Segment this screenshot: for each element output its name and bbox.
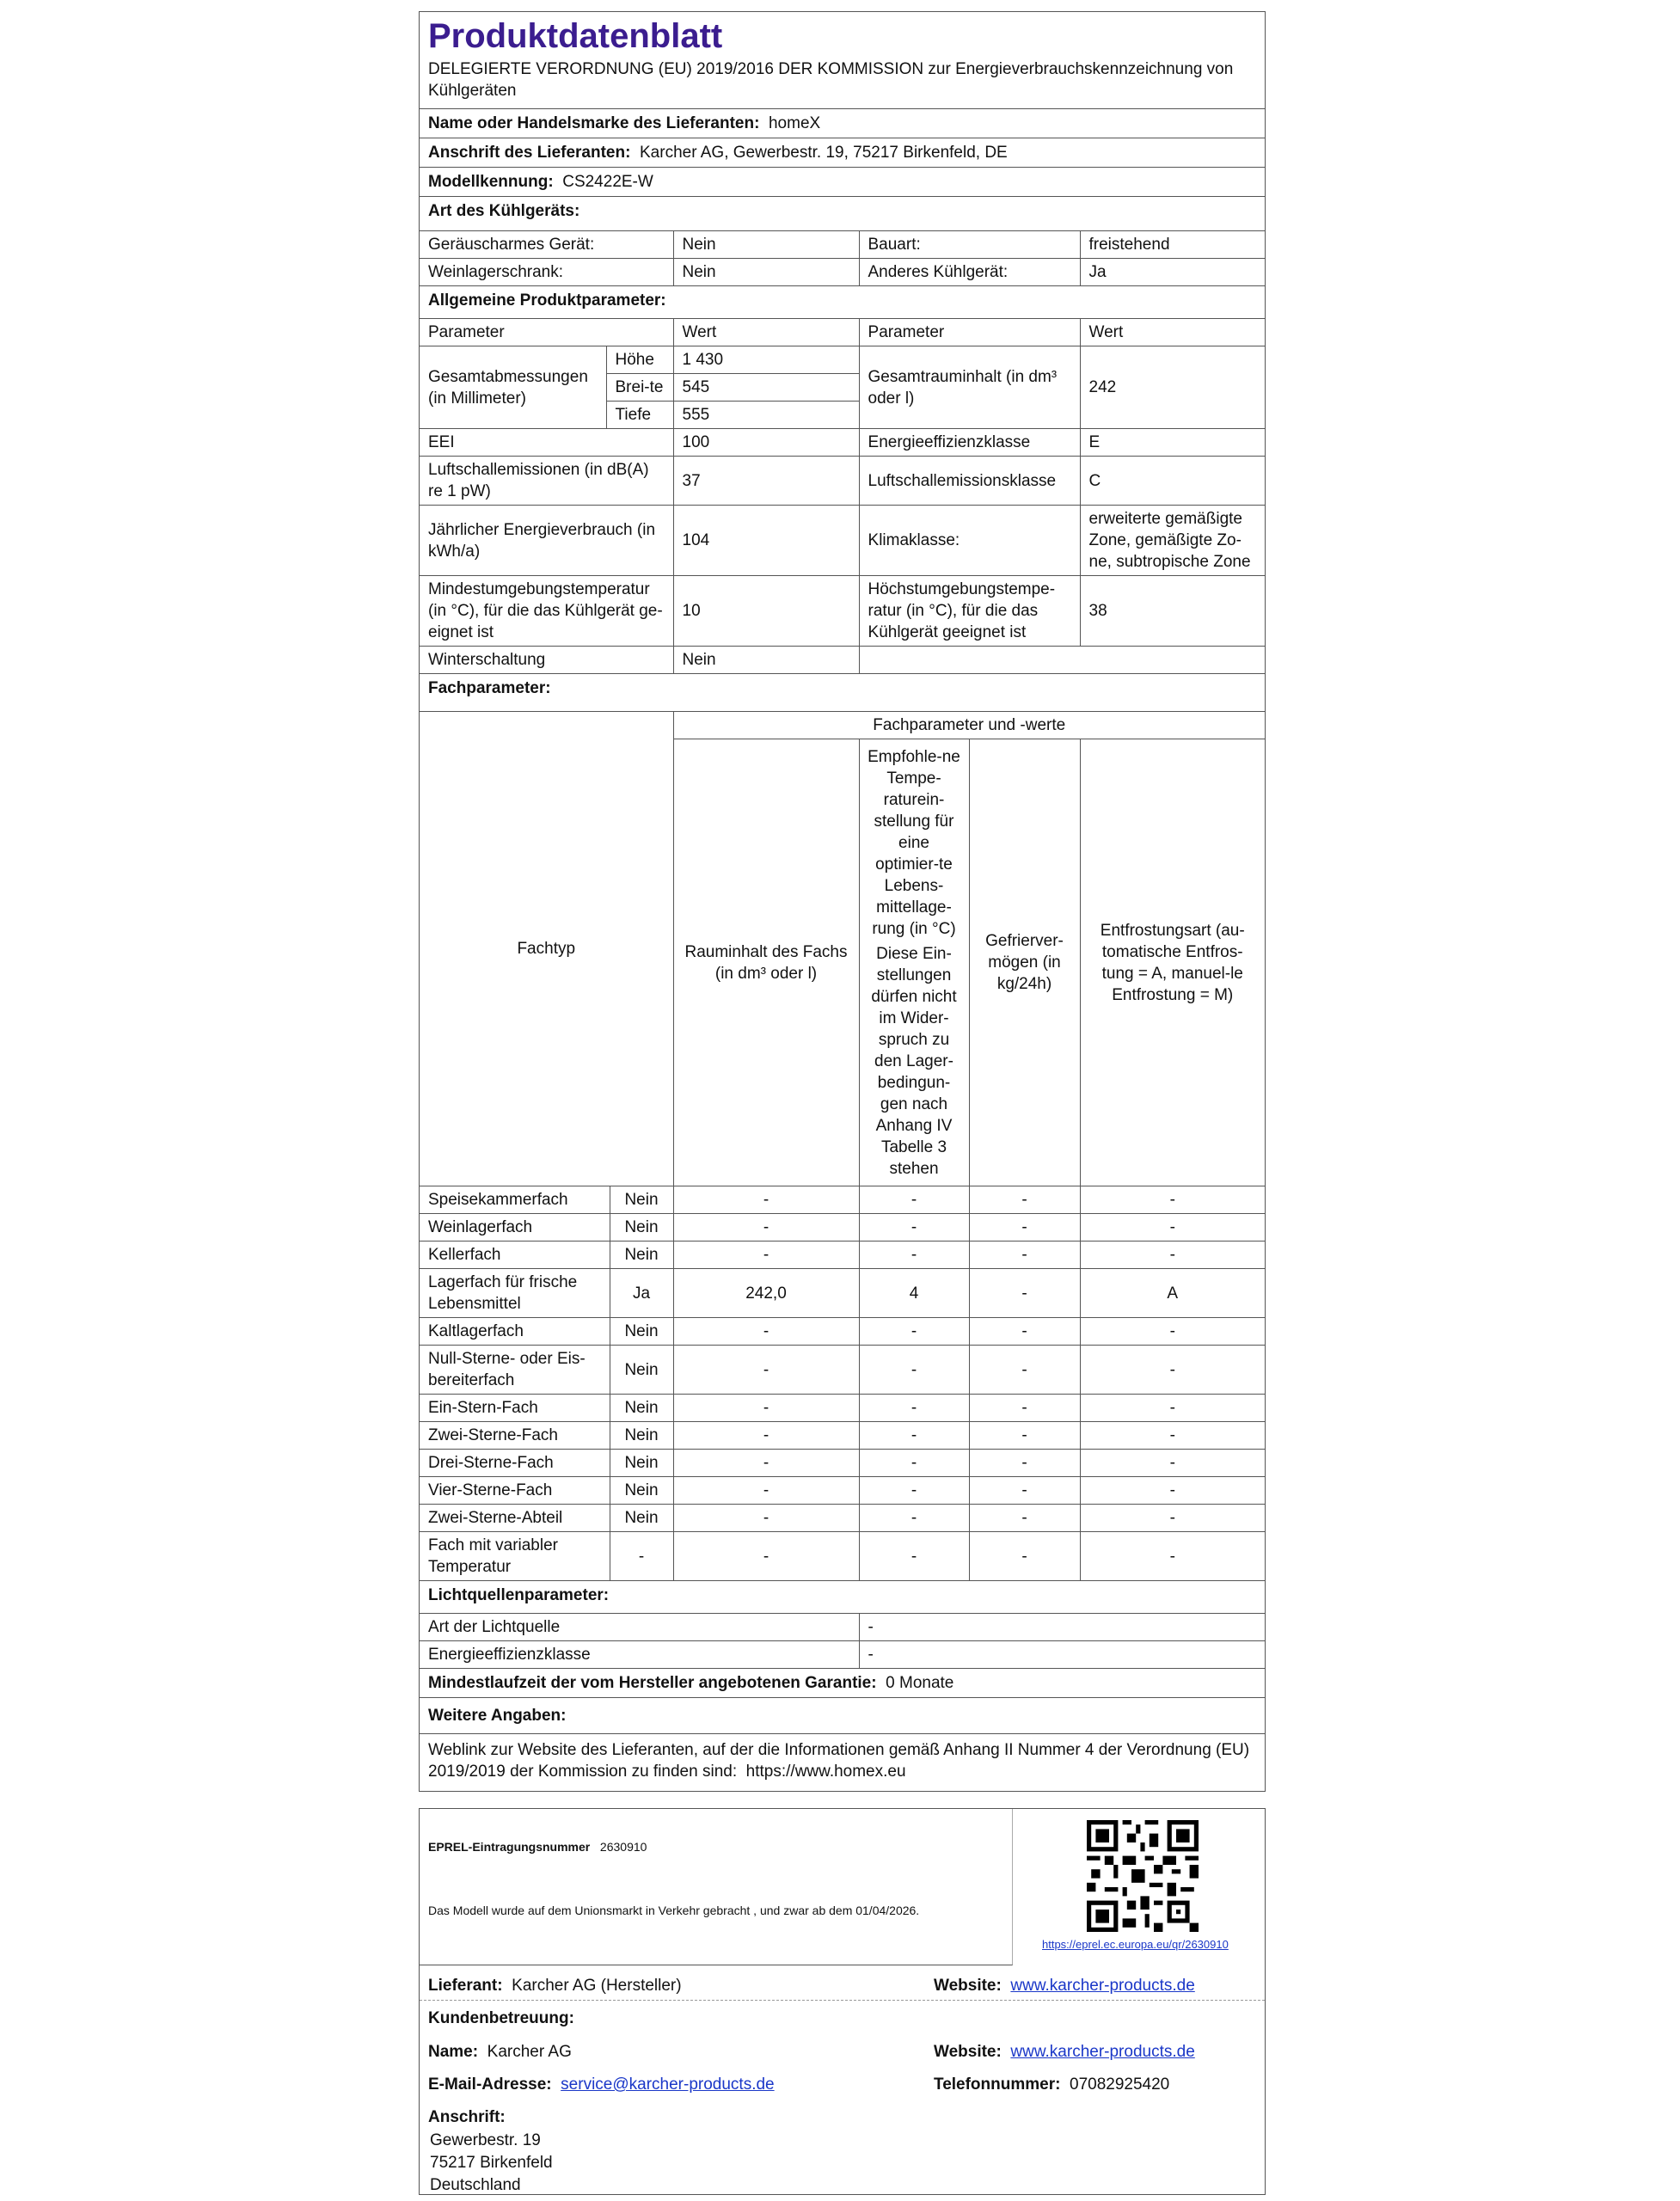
service-phone — [934, 2075, 1169, 2094]
footer-website-label: Website: — [934, 1977, 1002, 1995]
compartment-freeze: - — [969, 1532, 1080, 1581]
service-website-link[interactable]: www.karcher-products.de — [1010, 2043, 1195, 2061]
compartment-present: Nein — [610, 1242, 673, 1269]
winter-label: Winterschaltung — [420, 647, 673, 674]
compartment-present: Nein — [610, 1477, 673, 1505]
eprel-label: EPREL-Eintragungsnummer — [428, 1840, 591, 1854]
compartment-name: Vier-Sterne-Fach — [420, 1477, 610, 1505]
warranty-row — [420, 1669, 1265, 1697]
compartment-present: Nein — [610, 1450, 673, 1477]
type-label-1: Geräuscharmes Gerät: — [420, 231, 673, 259]
param-label: Klimaklasse: — [859, 506, 1080, 576]
light-params-heading-text: Lichtquellenparameter: — [428, 1586, 610, 1604]
general-params-heading — [420, 286, 1265, 315]
col-volume-header: Rauminhalt des Fachs (in dm³ oder l) — [673, 739, 859, 1186]
param-label: Luftschallemissionen (in dB(A) re 1 pW) — [420, 457, 673, 506]
model-label: Modellkennung: — [428, 173, 554, 191]
compartment-present: Nein — [610, 1214, 673, 1242]
compartment-name: Fach mit variabler Temperatur — [420, 1532, 610, 1581]
compartment-freeze: - — [969, 1214, 1080, 1242]
compartment-temp: - — [859, 1450, 969, 1477]
dim-depth-value: 555 — [673, 402, 859, 429]
table-row — [420, 346, 1265, 374]
compartment-freeze: - — [969, 1450, 1080, 1477]
param-label: Jährlicher Energieverbrauch (in kWh/a) — [420, 506, 673, 576]
compartment-temp: - — [859, 1214, 969, 1242]
compartment-temp: - — [859, 1186, 969, 1214]
param-value: 100 — [673, 429, 859, 457]
additional-heading-text: Weitere Angaben: — [428, 1707, 567, 1725]
param-value: erweiterte gemäßigte Zone, gemäßigte Zo-ne, subtropische Zone — [1080, 506, 1265, 576]
general-params-heading-text: Allgemeine Produktparameter: — [428, 291, 666, 310]
eprel-number — [428, 1840, 647, 1854]
dim-height-value: 1 430 — [673, 346, 859, 374]
table-row — [420, 1450, 1265, 1477]
light-value: - — [859, 1614, 1265, 1641]
service-address-label: Anschrift: — [428, 2108, 506, 2126]
compartment-freeze: - — [969, 1346, 1080, 1395]
compartment-temp: - — [859, 1395, 969, 1422]
col-param-header: Parameter — [420, 319, 673, 346]
light-table — [420, 1613, 1265, 1669]
table-row — [420, 1641, 1265, 1669]
table-row — [420, 259, 1265, 286]
dim-width-label: Brei-te — [606, 374, 673, 402]
appliance-type-table — [420, 230, 1265, 286]
footer-supplier-label: Lieferant: — [428, 1977, 503, 1995]
col-temp-header — [859, 739, 969, 1186]
address-line: Gewerbestr. 19 — [430, 2131, 541, 2149]
appliance-type-heading — [420, 196, 1265, 225]
table-header-row — [420, 319, 1265, 346]
compartment-volume: - — [673, 1242, 859, 1269]
param-value: E — [1080, 429, 1265, 457]
service-phone-label: Telefonnummer: — [934, 2075, 1061, 2094]
compartment-temp: - — [859, 1422, 969, 1450]
type-label-1: Weinlagerschrank: — [420, 259, 673, 286]
compartment-freeze: - — [969, 1318, 1080, 1346]
volume-value: 242 — [1080, 346, 1265, 429]
compartment-freeze: - — [969, 1505, 1080, 1532]
type-value-2: freistehend — [1080, 231, 1265, 259]
compartment-freeze: - — [969, 1186, 1080, 1214]
compartment-present: Nein — [610, 1186, 673, 1214]
type-value-1: Nein — [673, 259, 859, 286]
dim-height-label: Höhe — [606, 346, 673, 374]
compartment-rows — [420, 1186, 1265, 1581]
compartment-temp: - — [859, 1505, 969, 1532]
compartment-table — [420, 711, 1265, 1581]
service-website-label: Website: — [934, 2043, 1002, 2061]
regulation-subtitle: DELEGIERTE VERORDNUNG (EU) 2019/2016 DER KOMMISSION zur Energieverbrauchskennzeichnung von Kühlgeräten — [428, 60, 1234, 100]
compartment-defrost: - — [1080, 1422, 1265, 1450]
compartment-defrost: - — [1080, 1477, 1265, 1505]
service-address — [430, 2130, 553, 2197]
compartment-volume: - — [673, 1477, 859, 1505]
param-value: C — [1080, 457, 1265, 506]
compartment-volume: - — [673, 1532, 859, 1581]
supplier-name-label: Name oder Handelsmarke des Lieferanten: — [428, 114, 760, 132]
compartment-defrost: - — [1080, 1532, 1265, 1581]
compartment-defrost: - — [1080, 1242, 1265, 1269]
compartment-volume: - — [673, 1186, 859, 1214]
warranty-value: 0 Monate — [886, 1674, 954, 1692]
table-row — [420, 1318, 1265, 1346]
supplier-name-value: homeX — [768, 114, 821, 132]
divider — [420, 2000, 1265, 2001]
compartment-name: Kaltlagerfach — [420, 1318, 610, 1346]
param-label: Energieeffizienzklasse — [859, 429, 1080, 457]
table-row — [420, 1532, 1265, 1581]
col-type-header: Fachtyp — [420, 712, 673, 1186]
light-label: Energieeffizienzklasse — [420, 1641, 859, 1669]
qr-code-icon — [1087, 1820, 1199, 1932]
param-label: Mindestumgebungstemperatur (in °C), für die das Kühlgerät ge-eignet ist — [420, 576, 673, 647]
compartment-name: Zwei-Sterne-Fach — [420, 1422, 610, 1450]
col-freeze-header: Gefrierver-mögen (in kg/24h) — [969, 739, 1080, 1186]
service-name — [428, 2043, 572, 2062]
table-row — [420, 1477, 1265, 1505]
compartment-present: Nein — [610, 1505, 673, 1532]
compartment-freeze: - — [969, 1395, 1080, 1422]
general-params-table — [420, 318, 1265, 674]
empty-cell — [859, 647, 1265, 674]
address-line: Deutschland — [430, 2176, 521, 2194]
appliance-type-heading-text: Art des Kühlgeräts: — [428, 202, 580, 220]
table-row — [420, 1186, 1265, 1214]
compartment-name: Zwei-Sterne-Abteil — [420, 1505, 610, 1532]
param-label: EEI — [420, 429, 673, 457]
compartment-temp: - — [859, 1477, 969, 1505]
compartment-defrost: - — [1080, 1346, 1265, 1395]
table-row — [420, 429, 1265, 457]
compartment-freeze: - — [969, 1477, 1080, 1505]
type-value-2: Ja — [1080, 259, 1265, 286]
compartment-present: Nein — [610, 1395, 673, 1422]
compartment-volume: - — [673, 1395, 859, 1422]
volume-label: Gesamtrauminhalt (in dm³ oder l) — [859, 346, 1080, 429]
compartment-defrost: - — [1080, 1450, 1265, 1477]
supplier-address-label: Anschrift des Lieferanten: — [428, 144, 631, 162]
dim-width-value: 545 — [673, 374, 859, 402]
compartment-name: Ein-Stern-Fach — [420, 1395, 610, 1422]
compartment-name: Drei-Sterne-Fach — [420, 1450, 610, 1477]
page-title: Produktdatenblatt — [428, 17, 723, 55]
supplier-footer — [428, 1977, 682, 1996]
table-row — [420, 231, 1265, 259]
compartment-temp: 4 — [859, 1269, 969, 1318]
compartment-temp: - — [859, 1318, 969, 1346]
compartment-defrost: - — [1080, 1214, 1265, 1242]
table-row — [420, 1505, 1265, 1532]
compartment-name: Kellerfach — [420, 1242, 610, 1269]
additional-heading — [420, 1697, 1265, 1733]
compartment-present: Nein — [610, 1346, 673, 1395]
service-name-value: Karcher AG — [487, 2043, 572, 2061]
table-row — [420, 1269, 1265, 1318]
col-value-header: Wert — [1080, 319, 1265, 346]
additional-info — [420, 1733, 1265, 1791]
supplier-address-value: Karcher AG, Gewerbestr. 19, 75217 Birkenfeld, DE — [640, 144, 1008, 162]
compartment-params-heading-text: Fachparameter: — [428, 679, 551, 697]
service-website — [934, 2043, 1195, 2062]
table-row — [420, 576, 1265, 647]
compartment-name: Speisekammerfach — [420, 1186, 610, 1214]
param-label: Höchstumgebungstempe-ratur (in °C), für die das Kühlgerät geeignet ist — [859, 576, 1080, 647]
table-row — [420, 1422, 1265, 1450]
compartment-freeze: - — [969, 1422, 1080, 1450]
compartment-present: Ja — [610, 1269, 673, 1318]
website-footer — [934, 1977, 1195, 1996]
supplier-name-row — [420, 108, 1265, 138]
col-temp-note: Diese Ein-stellungen dürfen nicht im Wider-spruch zu den Lager-bedingun-gen nach Anhang IV Tabelle 3 stehen — [871, 944, 957, 1178]
compartment-defrost: - — [1080, 1318, 1265, 1346]
type-label-2: Bauart: — [859, 231, 1080, 259]
dims-label: Gesamtabmessungen (in Millimeter) — [420, 346, 606, 429]
product-data-sheet — [419, 11, 1266, 1792]
footer-supplier-value: Karcher AG (Hersteller) — [512, 1977, 682, 1995]
compartment-freeze: - — [969, 1269, 1080, 1318]
service-email — [428, 2075, 775, 2094]
compartment-name: Null-Sterne- oder Eis-bereiterfach — [420, 1346, 610, 1395]
compartment-present: - — [610, 1532, 673, 1581]
compartment-defrost: A — [1080, 1269, 1265, 1318]
compartment-temp: - — [859, 1346, 969, 1395]
compartment-temp: - — [859, 1242, 969, 1269]
col-defrost-header: Entfrostungsart (au-tomatische Entfros-tung = A, manuel-le Entfrostung = M) — [1080, 739, 1265, 1186]
model-row — [420, 167, 1265, 196]
table-row — [420, 457, 1265, 506]
param-value: 37 — [673, 457, 859, 506]
supplier-website-link[interactable]: https://www.homex.eu — [745, 1763, 906, 1781]
qr-link[interactable]: https://eprel.ec.europa.eu/qr/2630910 — [1042, 1938, 1229, 1951]
table-row — [420, 647, 1265, 674]
col-param-header: Parameter — [859, 319, 1080, 346]
dim-depth-label: Tiefe — [606, 402, 673, 429]
customer-service-heading: Kundenbetreuung: — [428, 2009, 574, 2027]
compartment-volume: - — [673, 1214, 859, 1242]
compartment-defrost: - — [1080, 1395, 1265, 1422]
col-temp-header-text: Empfohle-ne Tempe-raturein-stellung für eine optimier-te Lebens-mittellage-rung (in °C) — [868, 747, 960, 938]
table-row — [420, 1614, 1265, 1641]
warranty-label: Mindestlaufzeit der vom Hersteller angebotenen Garantie: — [428, 1674, 877, 1692]
light-value: - — [859, 1641, 1265, 1669]
compartment-name: Weinlagerfach — [420, 1214, 610, 1242]
compartment-volume: - — [673, 1422, 859, 1450]
compartment-defrost: - — [1080, 1186, 1265, 1214]
light-label: Art der Lichtquelle — [420, 1614, 859, 1641]
compartment-present: Nein — [610, 1318, 673, 1346]
type-value-1: Nein — [673, 231, 859, 259]
light-params-heading — [420, 1581, 1265, 1609]
table-header-row — [420, 712, 1265, 739]
compartment-freeze: - — [969, 1242, 1080, 1269]
eprel-value: 2630910 — [599, 1840, 647, 1854]
market-text: Das Modell wurde auf dem Unionsmarkt in Verkehr gebracht , und zwar ab dem 01/04/2026. — [428, 1904, 920, 1917]
table-row — [420, 506, 1265, 576]
supplier-address-row — [420, 138, 1265, 167]
type-label-2: Anderes Kühlgerät: — [859, 259, 1080, 286]
table-row — [420, 1242, 1265, 1269]
col-value-header: Wert — [673, 319, 859, 346]
param-label: Luftschallemissionsklasse — [859, 457, 1080, 506]
service-name-label: Name: — [428, 2043, 479, 2061]
eprel-info-panel — [420, 1809, 1013, 1965]
service-phone-value: 07082925420 — [1070, 2075, 1170, 2094]
winter-value: Nein — [673, 647, 859, 674]
service-email-label: E-Mail-Adresse: — [428, 2075, 552, 2094]
address-line: 75217 Birkenfeld — [430, 2154, 553, 2172]
additional-text: Weblink zur Website des Lieferanten, auf der die Informationen gemäß Anhang II Nummer 4 der Verordnung (EU) 2019/2019 der Kommission zu finden sind: — [428, 1741, 1250, 1781]
param-value: 104 — [673, 506, 859, 576]
table-row — [420, 1395, 1265, 1422]
compartment-volume: - — [673, 1318, 859, 1346]
compartment-temp: - — [859, 1532, 969, 1581]
table-row — [420, 1214, 1265, 1242]
compartment-volume: - — [673, 1505, 859, 1532]
compartment-volume: - — [673, 1450, 859, 1477]
eprel-footer — [419, 1808, 1266, 2195]
compartment-params-heading — [420, 674, 1265, 702]
compartment-volume: - — [673, 1346, 859, 1395]
model-value: CS2422E-W — [562, 173, 653, 191]
service-email-link[interactable]: service@karcher-products.de — [561, 2075, 775, 2094]
compartment-present: Nein — [610, 1422, 673, 1450]
compartment-volume: 242,0 — [673, 1269, 859, 1318]
param-value: 38 — [1080, 576, 1265, 647]
param-value: 10 — [673, 576, 859, 647]
table-row — [420, 1346, 1265, 1395]
footer-website-link[interactable]: www.karcher-products.de — [1010, 1977, 1195, 1995]
compartment-name: Lagerfach für frische Lebensmittel — [420, 1269, 610, 1318]
group-header: Fachparameter und -werte — [673, 712, 1265, 739]
compartment-defrost: - — [1080, 1505, 1265, 1532]
